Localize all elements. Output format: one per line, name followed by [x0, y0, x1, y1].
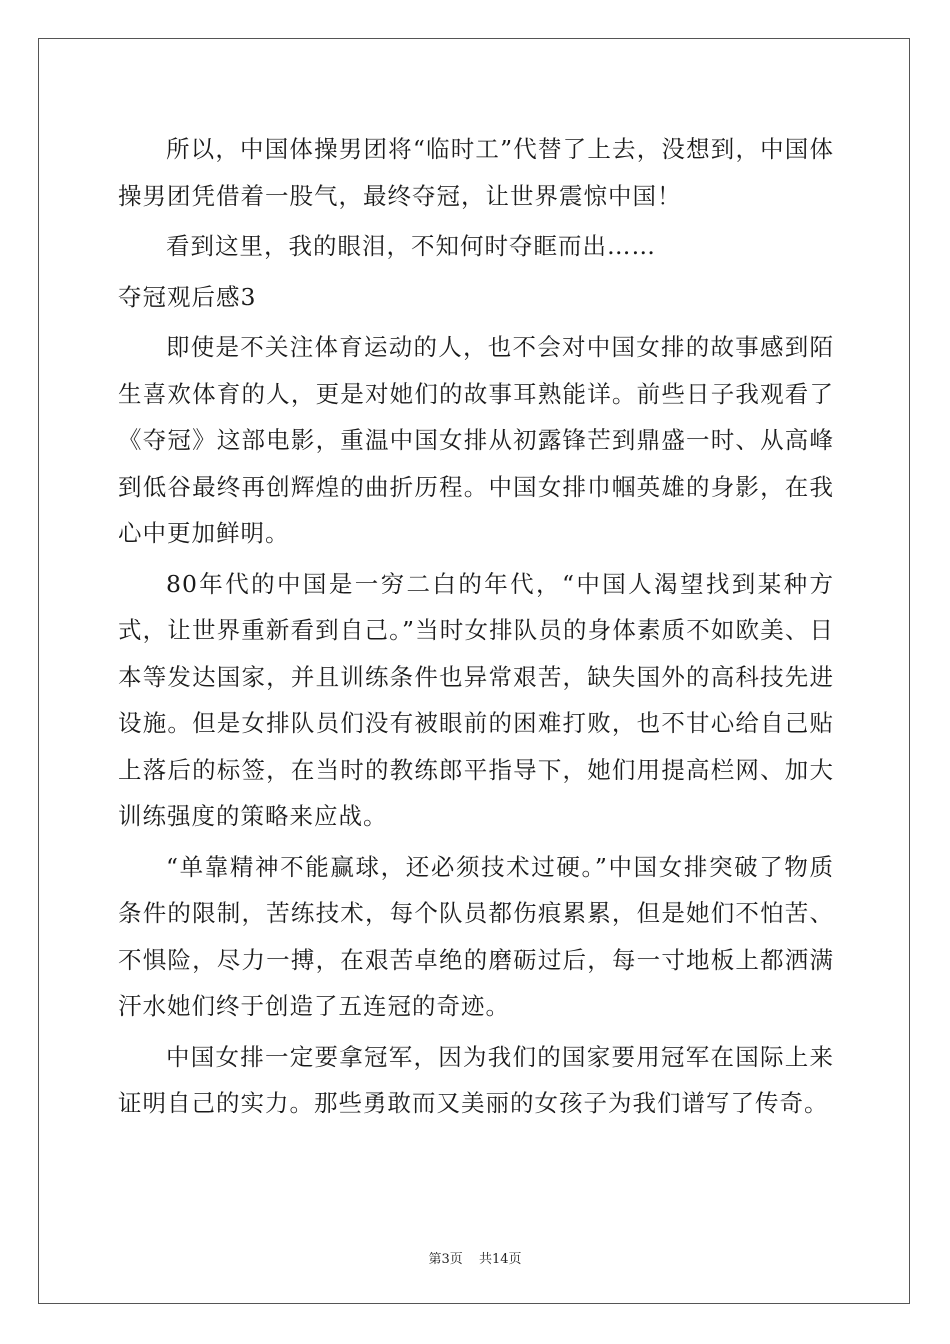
- page-total: 共14页: [478, 1252, 522, 1267]
- section-heading: 夺冠观后感3: [118, 282, 257, 311]
- paragraph: 看到这里，我的眼泪，不知何时夺眶而出……: [166, 232, 656, 260]
- paragraph: 中国女排一定要拿冠军，因为我们的国家要用冠军在国际上来证明自己的实力。那些勇敢而又美丽的女孩子为我们谱写了传奇。: [118, 1042, 834, 1117]
- paragraph: “单靠精神不能赢球，还必须技术过硬。”中国女排突破了物质条件的限制，苦练技术，每个队员都伤痕累累，但是她们不怕苦、不惧险，尽力一搏，在艰苦卓绝的磨砺过后，每一寸地板上都洒满汗水她们终于创造了五连冠的奇迹。: [118, 852, 834, 1020]
- paragraph: 即使是不关注体育运动的人，也不会对中国女排的故事感到陌生喜欢体育的人，更是对她们的故事耳熟能详。前些日子我观看了《夺冠》这部电影，重温中国女排从初露锋芒到鼎盛一时、从高峰到低谷最终再创辉煌的曲折历程。中国女排巾帼英雄的身影，在我心中更加鲜明。: [118, 333, 834, 547]
- document-body: [118, 126, 834, 1131]
- paragraph: 80年代的中国是一穷二白的年代，“中国人渴望找到某种方式，让世界重新看到自己。”当时女排队员的身体素质不如欧美、日本等发达国家，并且训练条件也异常艰苦，缺失国外的高科技先进设施。但是女排队员们没有被眼前的困难打败，也不甘心给自己贴上落后的标签，在当时的教练郎平指导下，她们用提高栏网、加大训练强度的策略来应战。: [118, 569, 834, 830]
- page-number: 第3页: [428, 1252, 463, 1267]
- page-footer: [0, 1248, 950, 1267]
- paragraph: 所以，中国体操男团将“临时工”代替了上去，没想到，中国体操男团凭借着一股气，最终夺冠，让世界震惊中国！: [118, 135, 834, 210]
